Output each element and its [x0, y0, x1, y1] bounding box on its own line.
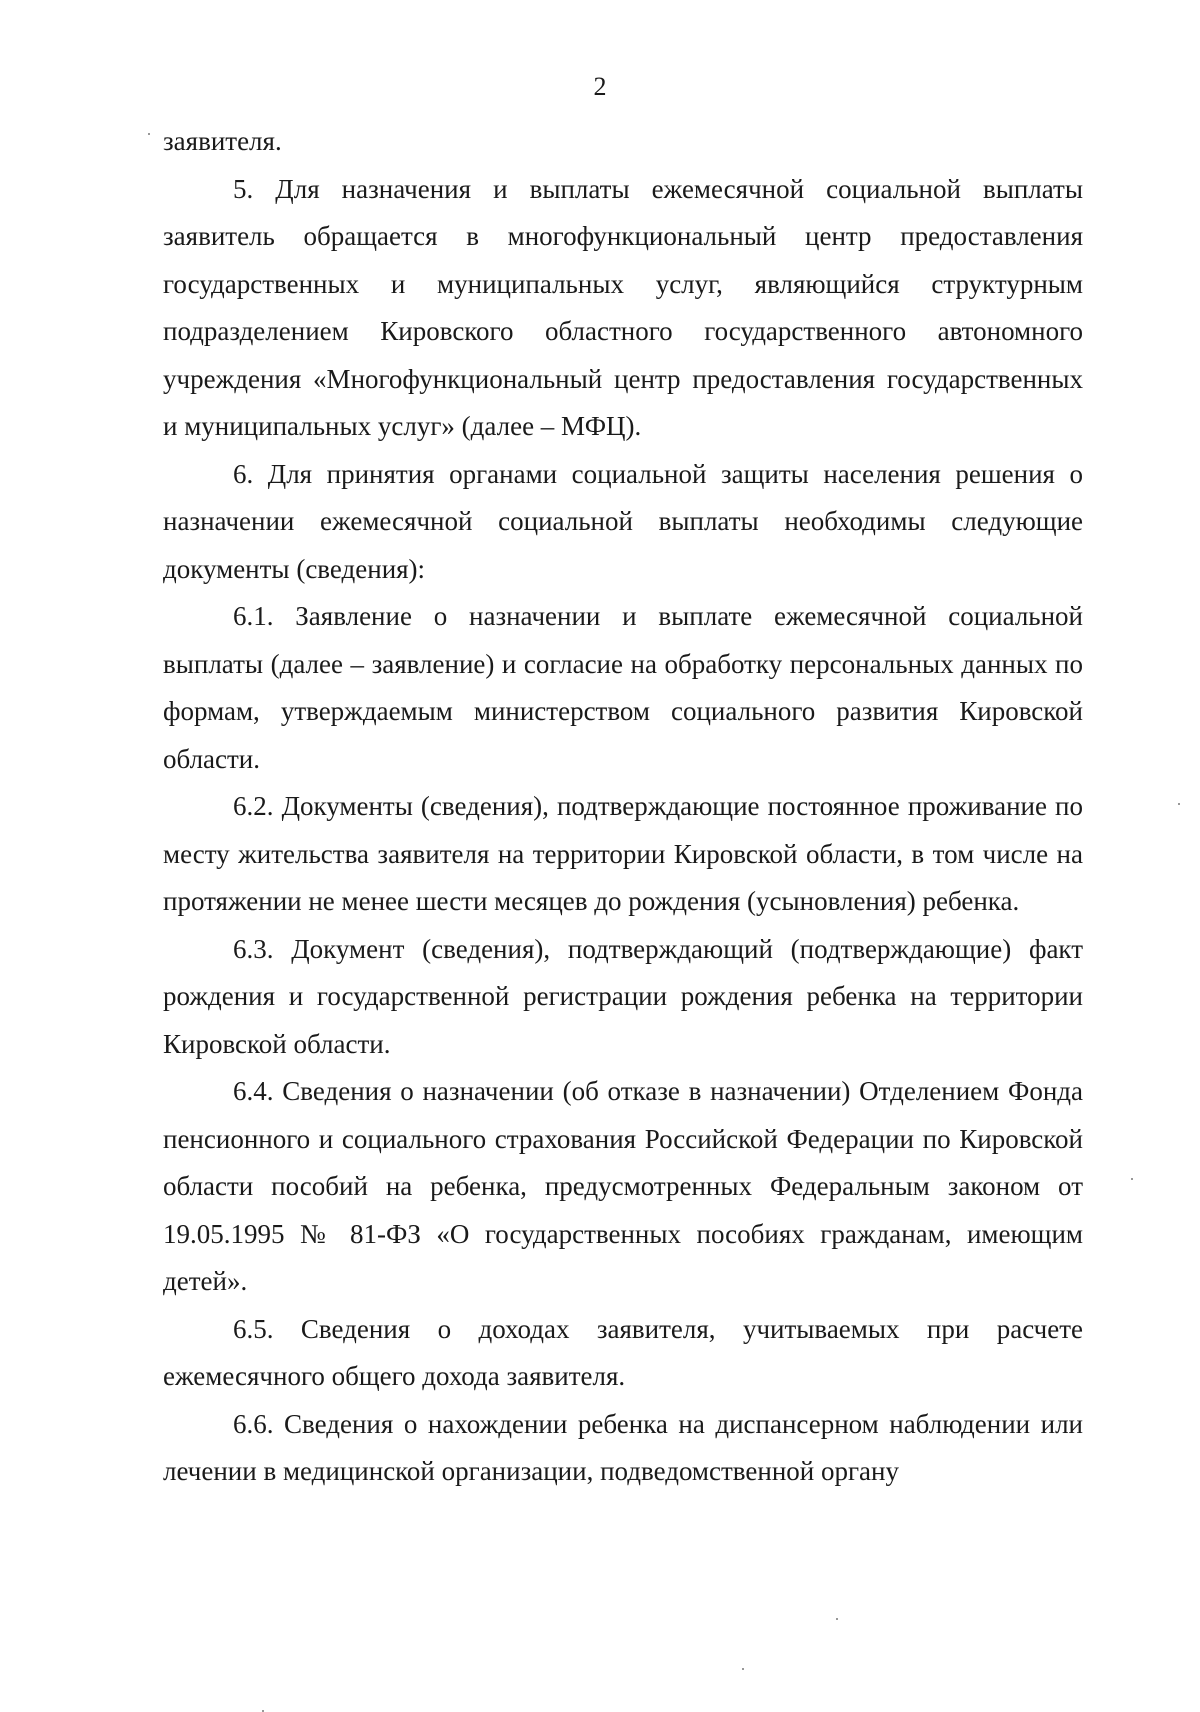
paragraph-continuation: заявителя.	[163, 126, 282, 156]
paragraph-6-6: 6.6. Сведения о нахождении ребенка на диспансерном наблюдении или лечении в медицинской организации, подведомственной органу	[163, 1408, 1083, 1486]
scan-speck	[1178, 803, 1180, 805]
document-body	[163, 118, 1083, 1496]
scan-speck	[148, 133, 150, 135]
scan-speck	[742, 1668, 744, 1670]
paragraph-6-1: 6.1. Заявление о назначении и выплате ежемесячной социальной выплаты (далее – заявление) и согласие на обработку персональных данных по формам, утверждаемым министерством социального развития Кировской области.	[163, 601, 1083, 774]
scan-speck	[1131, 1178, 1133, 1180]
paragraph-6: 6. Для принятия органами социальной защиты населения решения о назначении ежемесячной социальной выплаты необходимы следующие документы (сведения):	[163, 458, 1083, 584]
page-number: 2	[593, 72, 607, 101]
paragraph-6-4: 6.4. Сведения о назначении (об отказе в назначении) Отделением Фонда пенсионного и социального страхования Российской Федерации по Кировской области пособий на ребенка, предусмотренных Федеральным законом от 19.05.1995 № 81-ФЗ «О государственных пособиях гражданам, имеющим детей».	[163, 1076, 1083, 1296]
paragraph-6-2: 6.2. Документы (сведения), подтверждающие постоянное проживание по месту жительства заявителя на территории Кировской области, в том числе на протяжении не менее шести месяцев до рождения (усыновления) ребенка.	[163, 791, 1083, 916]
scan-speck	[836, 1618, 838, 1620]
paragraph-6-3: 6.3. Документ (сведения), подтверждающий (подтверждающие) факт рождения и государственной регистрации рождения ребенка на территории Кировской области.	[163, 933, 1083, 1059]
paragraph-5: 5. Для назначения и выплаты ежемесячной социальной выплаты заявитель обращается в многофункциональный центр предоставления государственных и муниципальных услуг, являющийся структурным подразделением Кировского областного государственного автономного учреждения «Многофункциональный центр предоставления государственных и муниципальных услуг» (далее – МФЦ).	[163, 173, 1083, 441]
paragraph-6-5: 6.5. Сведения о доходах заявителя, учитываемых при расчете ежемесячного общего дохода заявителя.	[163, 1313, 1083, 1391]
